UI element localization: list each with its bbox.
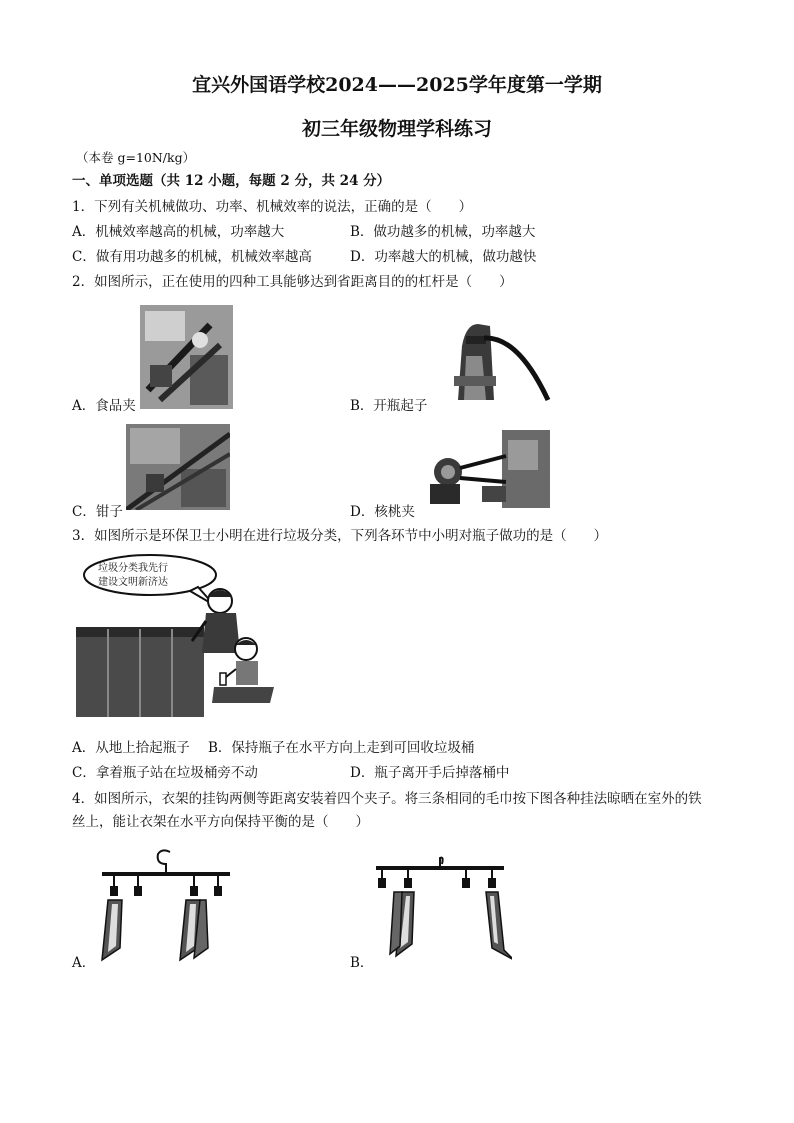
walnut-cracker-image [426, 426, 552, 512]
q1-stem: 1．下列有关机械做功、功率、机械效率的说法，正确的是（ ） [72, 199, 473, 215]
speech-line-2: 建设文明新济达 [98, 577, 168, 588]
q3-stem: 3．如图所示是环保卫士小明在进行垃圾分类，下列各环节中小明对瓶子做功的是（ ） [72, 528, 608, 544]
q1-option-b: B．做功越多的机械，功率越大 [350, 224, 536, 240]
q2-option-c: C．钳子 [72, 504, 123, 520]
q1-option-c: C．做有用功越多的机械，机械效率越高 [72, 249, 312, 265]
q1-option-d: D．功率越大的机械，做功越快 [350, 249, 537, 265]
q4-option-b: B． [350, 955, 374, 971]
section-heading: 一、单项选题（共 12 小题，每题 2 分，共 24 分） [72, 173, 391, 189]
pliers-image [126, 424, 230, 510]
hanger-option-a-diagram [94, 844, 238, 964]
exam-title: 宜兴外国语学校2024——2025学年度第一学期 [192, 74, 602, 96]
exam-subtitle: 初三年级物理学科练习 [301, 118, 492, 140]
q4-option-a: A． [72, 955, 96, 971]
bottle-opener-image [448, 316, 552, 402]
q2-option-b: B．开瓶起子 [350, 398, 428, 414]
hanger-option-b-diagram [368, 850, 512, 962]
q4-stem-line-1: 4．如图所示，衣架的挂钩两侧等距离安装着四个夹子。将三条相同的毛巾按下图各种挂法晾晒在室外的铁 [72, 791, 702, 807]
q2-option-d: D．核桃夹 [350, 504, 415, 520]
speech-line-1: 垃圾分类我先行 [98, 563, 168, 574]
q3-option-a: A．从地上拾起瓶子 [72, 740, 190, 756]
q2-option-a: A．食品夹 [72, 398, 136, 414]
q4-stem-line-2: 丝上，能让衣架在水平方向保持平衡的是（ ） [72, 814, 369, 830]
food-tongs-image [140, 305, 233, 409]
gravity-note: （本卷 g=10N/kg） [76, 150, 196, 165]
q3-option-b: B．保持瓶子在水平方向上走到可回收垃圾桶 [208, 740, 475, 756]
q3-option-c: C．拿着瓶子站在垃圾桶旁不动 [72, 765, 258, 781]
q1-option-a: A．机械效率越高的机械，功率越大 [72, 224, 285, 240]
q2-stem: 2．如图所示，正在使用的四种工具能够达到省距离目的的杠杆是（ ） [72, 274, 513, 290]
q3-option-d: D．瓶子离开手后掉落桶中 [350, 765, 510, 781]
